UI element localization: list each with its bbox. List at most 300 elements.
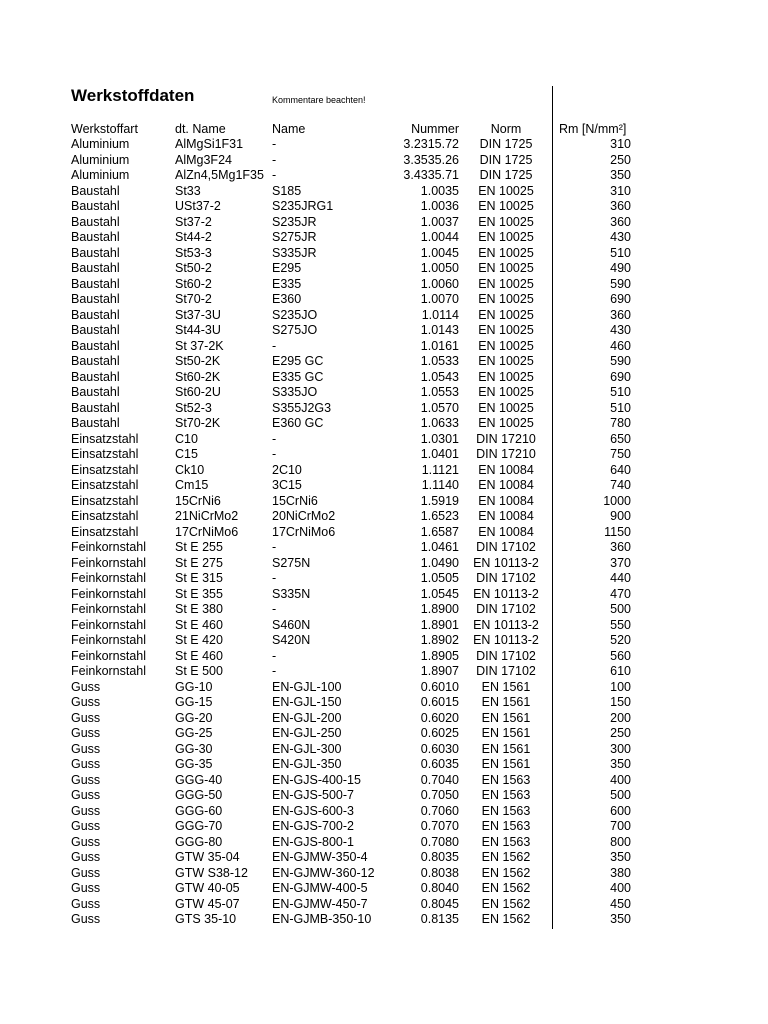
table-row	[71, 850, 631, 866]
werkstoffart-cell: Baustahl	[71, 230, 120, 244]
rm-cell: 610	[610, 664, 631, 678]
table-row	[71, 881, 631, 897]
rm-cell: 600	[610, 803, 631, 818]
werkstoffart-cell: Guss	[71, 850, 101, 864]
table-row	[71, 184, 631, 200]
werkstoffart-cell: Baustahl	[71, 338, 120, 353]
dt-name-cell: St70-2K	[175, 416, 221, 430]
table-row	[71, 726, 631, 742]
nummer-cell: 1.0050	[420, 261, 459, 275]
norm-cell: EN 1561	[481, 726, 531, 740]
dt-name-cell: 15CrNi6	[175, 493, 221, 508]
table-row	[71, 463, 631, 479]
rm-cell: 360	[610, 199, 631, 213]
norm-cell: EN 10025	[478, 245, 534, 260]
name-cell: S460N	[272, 617, 311, 632]
werkstoffart-cell: Guss	[71, 757, 101, 771]
table-row	[71, 323, 631, 339]
werkstoffart-cell: Feinkornstahl	[71, 571, 147, 585]
table-row	[71, 819, 631, 835]
dt-name-cell: GGG-50	[175, 788, 223, 802]
werkstoffart-cell: Guss	[71, 695, 101, 709]
nummer-cell: 0.8135	[420, 912, 459, 926]
dt-name-cell: St E 380	[175, 602, 223, 616]
werkstoffart-cell: Guss	[71, 788, 101, 802]
rm-cell: 900	[610, 509, 631, 523]
norm-cell: EN 10113-2	[473, 555, 539, 570]
werkstoffart-cell: Guss	[71, 679, 101, 694]
name-cell: S335JO	[272, 385, 318, 399]
name-cell: -	[272, 168, 277, 182]
nummer-cell: 0.6020	[420, 710, 459, 725]
table-row	[71, 494, 631, 510]
table-row	[71, 711, 631, 727]
nummer-cell: 1.5919	[420, 493, 459, 508]
nummer-cell: 1.0070	[420, 292, 459, 306]
rm-cell: 490	[610, 261, 631, 275]
name-cell: -	[272, 571, 277, 585]
name-cell: -	[272, 602, 277, 616]
name-cell: -	[272, 447, 277, 461]
header-rm: Rm [N/mm²]	[559, 122, 627, 136]
norm-cell: EN 10113-2	[473, 617, 539, 632]
dt-name-cell: St E 420	[175, 633, 223, 647]
dt-name-cell: GTW S38-12	[175, 865, 248, 880]
werkstoffart-cell: Einsatzstahl	[71, 431, 139, 446]
werkstoffart-cell: Einsatzstahl	[71, 509, 139, 523]
dt-name-cell: St E 255	[175, 540, 223, 554]
rm-cell: 360	[610, 540, 631, 554]
rm-cell: 590	[610, 354, 631, 368]
nummer-cell: 1.0543	[420, 369, 459, 384]
nummer-cell: 0.7070	[420, 819, 459, 833]
werkstoffart-cell: Feinkornstahl	[71, 586, 147, 601]
rm-cell: 380	[610, 865, 631, 880]
nummer-cell: 0.7050	[420, 788, 459, 802]
norm-cell: EN 1561	[481, 741, 531, 756]
dt-name-cell: C10	[175, 431, 198, 446]
name-cell: EN-GJS-400-15	[272, 772, 361, 787]
dt-name-cell: 21NiCrMo2	[175, 509, 239, 523]
name-cell: S420N	[272, 633, 311, 647]
werkstoffart-cell: Guss	[71, 710, 101, 725]
nummer-cell: 0.8035	[420, 850, 459, 864]
norm-cell: EN 1561	[481, 695, 531, 709]
rm-cell: 350	[610, 757, 631, 771]
werkstoffart-cell: Guss	[71, 803, 101, 818]
rm-cell: 700	[610, 819, 631, 833]
nummer-cell: 0.8038	[420, 865, 459, 880]
name-cell: S355J2G3	[272, 400, 332, 415]
name-cell: EN-GJMB-350-10	[272, 912, 372, 926]
rm-cell: 100	[610, 679, 631, 694]
rm-cell: 1000	[603, 493, 631, 508]
werkstoffart-cell: Guss	[71, 896, 101, 911]
rm-cell: 550	[610, 617, 631, 632]
table-body	[71, 137, 631, 928]
nummer-cell: 3.4335.71	[403, 168, 459, 182]
name-cell: -	[272, 648, 277, 663]
werkstoffart-cell: Baustahl	[71, 292, 120, 306]
header-row	[71, 121, 631, 137]
rm-cell: 510	[610, 385, 631, 399]
rm-cell: 300	[610, 741, 631, 756]
table-row	[71, 354, 631, 370]
rm-cell: 440	[610, 571, 631, 585]
dt-name-cell: Cm15	[175, 478, 209, 492]
nummer-cell: 1.0044	[420, 230, 459, 244]
nummer-cell: 1.0036	[420, 199, 459, 213]
rm-cell: 500	[610, 788, 631, 802]
norm-cell: EN 10025	[478, 354, 534, 368]
dt-name-cell: GTW 45-07	[175, 896, 240, 911]
table-row	[71, 416, 631, 432]
dt-name-cell: AlZn4,5Mg1F35	[175, 168, 264, 182]
name-cell: -	[272, 137, 277, 151]
table-row	[71, 788, 631, 804]
werkstoffart-cell: Baustahl	[71, 307, 120, 322]
werkstoffart-cell: Guss	[71, 912, 101, 926]
rm-cell: 250	[610, 152, 631, 167]
werkstoffart-cell: Guss	[71, 865, 101, 880]
nummer-cell: 1.0545	[420, 586, 459, 601]
dt-name-cell: GGG-80	[175, 834, 223, 849]
nummer-cell: 1.0533	[420, 354, 459, 368]
rm-cell: 640	[610, 462, 631, 477]
rm-cell: 470	[610, 586, 631, 601]
rm-cell: 310	[610, 137, 631, 151]
dt-name-cell: 17CrNiMo6	[175, 524, 239, 539]
werkstoffart-cell: Aluminium	[71, 137, 130, 151]
werkstoffart-cell: Feinkornstahl	[71, 617, 147, 632]
norm-cell: EN 10113-2	[473, 586, 539, 601]
norm-cell: EN 1563	[481, 788, 531, 802]
norm-cell: DIN 1725	[479, 137, 533, 151]
name-cell: E335 GC	[272, 369, 324, 384]
werkstoffart-cell: Baustahl	[71, 323, 120, 337]
nummer-cell: 1.0301	[420, 431, 459, 446]
name-cell: E335	[272, 276, 302, 291]
norm-cell: DIN 17102	[476, 602, 536, 616]
table-row	[71, 571, 631, 587]
werkstoffart-cell: Einsatzstahl	[71, 493, 139, 508]
werkstoffart-cell: Guss	[71, 772, 101, 787]
nummer-cell: 1.0035	[420, 183, 459, 198]
werkstoffart-cell: Einsatzstahl	[71, 478, 139, 492]
werkstoffart-cell: Guss	[71, 819, 101, 833]
dt-name-cell: St33	[175, 183, 201, 198]
nummer-cell: 1.0037	[420, 214, 459, 229]
table-row	[71, 633, 631, 649]
nummer-cell: 0.7040	[420, 772, 459, 787]
rm-cell: 690	[610, 292, 631, 306]
rm-cell: 200	[610, 710, 631, 725]
table-row	[71, 587, 631, 603]
table-row	[71, 308, 631, 324]
dt-name-cell: GG-35	[175, 757, 213, 771]
nummer-cell: 0.6035	[420, 757, 459, 771]
nummer-cell: 0.6010	[420, 679, 459, 694]
dt-name-cell: GGG-60	[175, 803, 223, 818]
norm-cell: DIN 1725	[479, 168, 533, 182]
table-row	[71, 556, 631, 572]
dt-name-cell: AlMg3F24	[175, 152, 232, 167]
name-cell: S275JO	[272, 323, 318, 337]
dt-name-cell: St44-2	[175, 230, 212, 244]
dt-name-cell: C15	[175, 447, 198, 461]
table-row	[71, 447, 631, 463]
werkstoffart-cell: Baustahl	[71, 369, 120, 384]
dt-name-cell: St E 315	[175, 571, 223, 585]
norm-cell: EN 10025	[478, 323, 534, 337]
name-cell: EN-GJMW-450-7	[272, 896, 368, 911]
table-row	[71, 385, 631, 401]
rm-cell: 780	[610, 416, 631, 430]
norm-cell: DIN 17102	[476, 648, 536, 663]
norm-cell: DIN 17102	[476, 664, 536, 678]
name-cell: E295 GC	[272, 354, 324, 368]
dt-name-cell: St 37-2K	[175, 338, 224, 353]
table-row	[71, 912, 631, 928]
nummer-cell: 1.0143	[420, 323, 459, 337]
rm-cell: 360	[610, 307, 631, 322]
table-row	[71, 525, 631, 541]
werkstoffart-cell: Baustahl	[71, 261, 120, 275]
werkstoffart-cell: Baustahl	[71, 354, 120, 368]
name-cell: EN-GJS-600-3	[272, 803, 354, 818]
table-row	[71, 695, 631, 711]
werkstoffart-cell: Einsatzstahl	[71, 447, 139, 461]
norm-cell: EN 1563	[481, 834, 531, 849]
norm-cell: DIN 1725	[479, 152, 533, 167]
table-row	[71, 897, 631, 913]
norm-cell: EN 10025	[478, 369, 534, 384]
name-cell: EN-GJL-100	[272, 679, 342, 694]
table-row	[71, 168, 631, 184]
table-row	[71, 509, 631, 525]
werkstoffart-cell: Feinkornstahl	[71, 540, 147, 554]
name-cell: EN-GJMW-360-12	[272, 865, 375, 880]
table-row	[71, 432, 631, 448]
werkstoffart-cell: Guss	[71, 726, 101, 740]
dt-name-cell: St E 460	[175, 648, 223, 663]
comment-note: Kommentare beachten!	[272, 95, 366, 105]
werkstoffart-cell: Baustahl	[71, 183, 120, 198]
norm-cell: EN 10025	[478, 230, 534, 244]
rm-cell: 510	[610, 245, 631, 260]
nummer-cell: 1.0401	[420, 447, 459, 461]
nummer-cell: 1.0553	[420, 385, 459, 399]
norm-cell: EN 10084	[478, 462, 534, 477]
norm-cell: DIN 17210	[476, 431, 536, 446]
table-row	[71, 339, 631, 355]
rm-cell: 400	[610, 881, 631, 895]
name-cell: EN-GJS-500-7	[272, 788, 354, 802]
dt-name-cell: St37-3U	[175, 307, 221, 322]
name-cell: EN-GJL-150	[272, 695, 342, 709]
werkstoffart-cell: Einsatzstahl	[71, 524, 139, 539]
name-cell: -	[272, 540, 277, 554]
name-cell: S235JRG1	[272, 199, 334, 213]
name-cell: S185	[272, 183, 302, 198]
table-row	[71, 680, 631, 696]
name-cell: S335JR	[272, 245, 317, 260]
rm-cell: 500	[610, 602, 631, 616]
norm-cell: EN 1562	[481, 896, 531, 911]
dt-name-cell: GTW 35-04	[175, 850, 240, 864]
table-row	[71, 292, 631, 308]
dt-name-cell: St50-2	[175, 261, 212, 275]
rm-cell: 400	[610, 772, 631, 787]
norm-cell: DIN 17102	[476, 540, 536, 554]
rm-cell: 590	[610, 276, 631, 291]
header-werkstoffart: Werkstoffart	[71, 122, 138, 136]
norm-cell: EN 10084	[478, 493, 534, 508]
header-dt-name: dt. Name	[175, 122, 226, 136]
nummer-cell: 1.8901	[420, 617, 459, 632]
werkstoffart-cell: Baustahl	[71, 214, 120, 229]
name-cell: S235JR	[272, 214, 317, 229]
rm-cell: 460	[610, 338, 631, 353]
nummer-cell: 1.0505	[420, 571, 459, 585]
dt-name-cell: GTS 35-10	[175, 912, 237, 926]
table-row	[71, 370, 631, 386]
werkstoffart-cell: Feinkornstahl	[71, 602, 147, 616]
rm-cell: 360	[610, 214, 631, 229]
norm-cell: EN 10025	[478, 276, 534, 291]
name-cell: EN-GJL-300	[272, 741, 342, 756]
name-cell: E295	[272, 261, 302, 275]
table-row	[71, 540, 631, 556]
norm-cell: EN 1561	[481, 757, 531, 771]
name-cell: E360	[272, 292, 302, 306]
nummer-cell: 1.8900	[420, 602, 459, 616]
nummer-cell: 1.1140	[421, 478, 459, 492]
norm-cell: EN 10025	[478, 261, 534, 275]
dt-name-cell: St E 275	[175, 555, 223, 570]
werkstoffart-cell: Baustahl	[71, 276, 120, 291]
rm-cell: 690	[610, 369, 631, 384]
werkstoffart-cell: Feinkornstahl	[71, 664, 147, 678]
dt-name-cell: St E 500	[175, 664, 223, 678]
nummer-cell: 0.7080	[420, 834, 459, 849]
rm-cell: 520	[610, 633, 631, 647]
rm-cell: 350	[610, 168, 631, 182]
werkstoffart-cell: Baustahl	[71, 385, 120, 399]
dt-name-cell: AlMgSi1F31	[175, 137, 244, 151]
nummer-cell: 1.0045	[420, 245, 459, 260]
rm-cell: 650	[610, 431, 631, 446]
rm-cell: 350	[610, 912, 631, 926]
dt-name-cell: St60-2U	[175, 385, 221, 399]
nummer-cell: 1.8902	[420, 633, 459, 647]
name-cell: EN-GJL-200	[272, 710, 342, 725]
rm-cell: 250	[610, 726, 631, 740]
table-row	[71, 757, 631, 773]
name-cell: S275JR	[272, 230, 317, 244]
norm-cell: EN 1563	[481, 803, 531, 818]
dt-name-cell: Ck10	[175, 462, 205, 477]
dt-name-cell: St E 460	[175, 617, 223, 632]
table-row	[71, 246, 631, 262]
name-cell: EN-GJL-250	[272, 726, 342, 740]
norm-cell: EN 1563	[481, 819, 531, 833]
name-cell: EN-GJMW-350-4	[272, 850, 368, 864]
werkstoffart-cell: Aluminium	[71, 168, 130, 182]
table-row	[71, 153, 631, 169]
rm-cell: 740	[610, 478, 631, 492]
dt-name-cell: St53-3	[175, 245, 212, 260]
name-cell: 20NiCrMo2	[272, 509, 336, 523]
rm-cell: 510	[610, 400, 631, 415]
norm-cell: EN 10025	[478, 338, 534, 353]
nummer-cell: 3.2315.72	[403, 137, 459, 151]
werkstoffart-cell: Guss	[71, 881, 101, 895]
dt-name-cell: St44-3U	[175, 323, 221, 337]
nummer-cell: 1.0060	[420, 276, 459, 291]
norm-cell: EN 1562	[481, 881, 531, 895]
nummer-cell: 1.8905	[420, 648, 459, 663]
norm-cell: EN 1561	[481, 710, 531, 725]
table-row	[71, 277, 631, 293]
norm-cell: EN 10025	[478, 385, 534, 399]
dt-name-cell: St50-2K	[175, 354, 221, 368]
norm-cell: EN 10025	[478, 292, 534, 306]
page-title: Werkstoffdaten	[71, 86, 195, 105]
rm-cell: 150	[610, 695, 631, 709]
nummer-cell: 1.8907	[420, 664, 459, 678]
dt-name-cell: St60-2K	[175, 369, 221, 384]
material-table	[71, 121, 631, 928]
name-cell: EN-GJL-350	[272, 757, 342, 771]
dt-name-cell: St60-2	[175, 276, 212, 291]
dt-name-cell: GG-20	[175, 710, 213, 725]
werkstoffart-cell: Baustahl	[71, 416, 120, 430]
norm-cell: EN 10025	[478, 400, 534, 415]
norm-cell: EN 10025	[478, 307, 534, 322]
nummer-cell: 0.6015	[420, 695, 459, 709]
table-row	[71, 773, 631, 789]
table-row	[71, 618, 631, 634]
nummer-cell: 1.0633	[420, 416, 459, 430]
table-row	[71, 478, 631, 494]
dt-name-cell: St37-2	[175, 214, 212, 229]
werkstoffart-cell: Aluminium	[71, 152, 130, 167]
rm-cell: 350	[610, 850, 631, 864]
table-row	[71, 804, 631, 820]
table-row	[71, 602, 631, 618]
rm-cell: 430	[610, 230, 631, 244]
rm-cell: 560	[610, 648, 631, 663]
name-cell: 15CrNi6	[272, 493, 318, 508]
nummer-cell: 3.3535.26	[403, 152, 459, 167]
dt-name-cell: GGG-70	[175, 819, 223, 833]
nummer-cell: 1.0114	[421, 307, 459, 322]
name-cell: EN-GJS-700-2	[272, 819, 354, 833]
dt-name-cell: GG-15	[175, 695, 213, 709]
name-cell: 17CrNiMo6	[272, 524, 336, 539]
nummer-cell: 1.6523	[420, 509, 459, 523]
werkstoffart-cell: Baustahl	[71, 400, 120, 415]
dt-name-cell: GG-30	[175, 741, 213, 756]
name-cell: E360 GC	[272, 416, 324, 430]
rm-cell: 370	[610, 555, 631, 570]
nummer-cell: 0.6025	[420, 726, 459, 740]
rm-cell: 800	[610, 834, 631, 849]
name-cell: EN-GJMW-400-5	[272, 881, 368, 895]
werkstoffart-cell: Baustahl	[71, 199, 120, 213]
werkstoffart-cell: Baustahl	[71, 245, 120, 260]
